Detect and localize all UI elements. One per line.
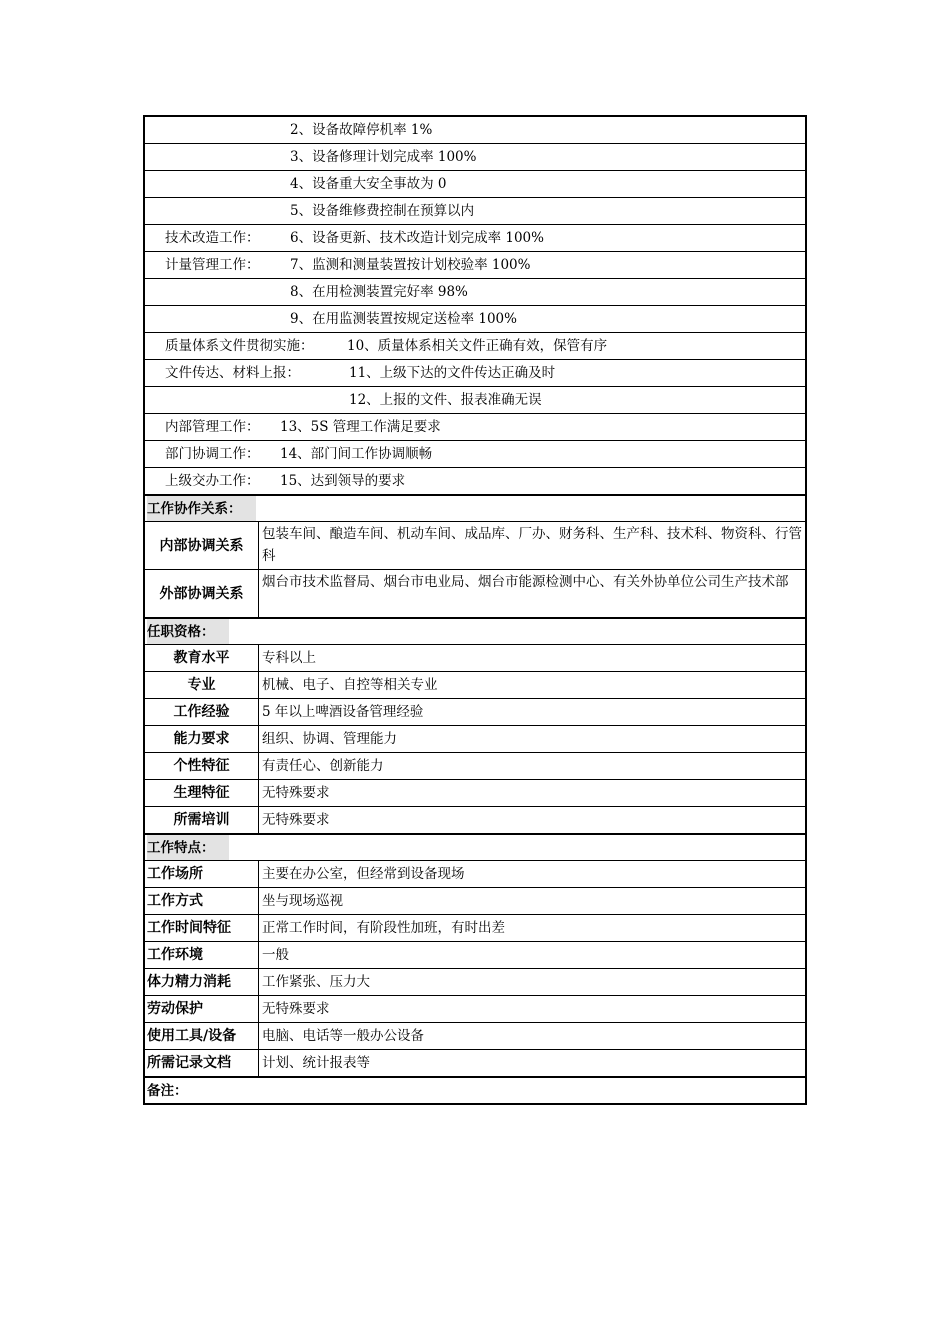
feature-row xyxy=(145,887,805,914)
duty-text: 14、部门间工作协调顺畅 xyxy=(280,446,433,462)
row-value: 计划、统计报表等 xyxy=(262,1055,370,1071)
row-value: 坐与现场巡视 xyxy=(262,893,343,909)
feature-row xyxy=(145,1022,805,1049)
feature-row xyxy=(145,1049,805,1076)
job-description-sheet xyxy=(143,115,807,1105)
row-key: 个性特征 xyxy=(145,753,259,779)
section-header-qualifications: 任职资格： xyxy=(145,617,805,644)
duty-text: 7、监测和测量装置按计划校验率 100% xyxy=(290,257,531,273)
duty-label: 技术改造工作： xyxy=(165,230,260,246)
duty-row xyxy=(145,117,805,143)
section-header-features: 工作特点： xyxy=(145,833,805,860)
duty-label: 上级交办工作： xyxy=(165,473,260,489)
row-value: 包装车间、酿造车间、机动车间、成品库、厂办、财务科、生产科、技术科、物资科、行管科 xyxy=(262,526,802,564)
row-key: 所需培训 xyxy=(145,807,259,833)
row-key: 体力精力消耗 xyxy=(145,969,259,995)
row-value: 一般 xyxy=(262,947,289,963)
duty-text: 8、在用检测装置完好率 98% xyxy=(290,284,468,300)
row-key: 生理特征 xyxy=(145,780,259,806)
feature-row xyxy=(145,914,805,941)
row-value: 5 年以上啤酒设备管理经验 xyxy=(262,704,424,720)
duty-row xyxy=(145,386,805,413)
duty-text: 15、达到领导的要求 xyxy=(280,473,406,489)
feature-row xyxy=(145,995,805,1022)
row-value: 无特殊要求 xyxy=(262,1001,330,1017)
qualification-row xyxy=(145,698,805,725)
duty-row xyxy=(145,467,805,494)
section-header-cooperation: 工作协作关系： xyxy=(145,494,805,521)
row-value: 专科以上 xyxy=(262,650,316,666)
duty-row xyxy=(145,251,805,278)
row-key: 工作时间特征 xyxy=(145,915,259,941)
qualification-row xyxy=(145,725,805,752)
row-key: 工作环境 xyxy=(145,942,259,968)
feature-row xyxy=(145,968,805,995)
duty-row xyxy=(145,359,805,386)
duty-row xyxy=(145,413,805,440)
row-value: 工作紧张、压力大 xyxy=(262,974,370,990)
row-key: 工作经验 xyxy=(145,699,259,725)
duty-row xyxy=(145,305,805,332)
duty-row xyxy=(145,224,805,251)
row-key: 内部协调关系 xyxy=(145,522,259,569)
duty-row xyxy=(145,197,805,224)
row-key: 劳动保护 xyxy=(145,996,259,1022)
duty-row xyxy=(145,440,805,467)
qualification-row xyxy=(145,806,805,833)
row-key: 工作方式 xyxy=(145,888,259,914)
duty-label: 部门协调工作： xyxy=(165,446,260,462)
row-value: 电脑、电话等一般办公设备 xyxy=(262,1028,424,1044)
duty-text: 10、质量体系相关文件正确有效，保管有序 xyxy=(347,338,608,354)
qualification-row xyxy=(145,779,805,806)
row-key: 教育水平 xyxy=(145,645,259,671)
duty-row xyxy=(145,143,805,170)
qualification-row xyxy=(145,752,805,779)
duty-text: 2、设备故障停机率 1% xyxy=(290,122,433,138)
duty-row xyxy=(145,332,805,359)
duty-text: 13、5S 管理工作满足要求 xyxy=(280,419,441,435)
duty-text: 6、设备更新、技术改造计划完成率 100% xyxy=(290,230,544,246)
duty-row xyxy=(145,278,805,305)
row-key: 工作场所 xyxy=(145,861,259,887)
qualification-row xyxy=(145,671,805,698)
duty-row xyxy=(145,170,805,197)
row-value: 机械、电子、自控等相关专业 xyxy=(262,677,438,693)
duty-text: 9、在用监测装置按规定送检率 100% xyxy=(290,311,517,327)
row-value: 组织、协调、管理能力 xyxy=(262,731,397,747)
row-value: 无特殊要求 xyxy=(262,785,330,801)
row-key: 能力要求 xyxy=(145,726,259,752)
row-value: 正常工作时间，有阶段性加班，有时出差 xyxy=(262,920,505,936)
row-key: 外部协调关系 xyxy=(145,570,259,617)
feature-row xyxy=(145,860,805,887)
cooperation-row xyxy=(145,569,805,617)
duty-text: 5、设备维修费控制在预算以内 xyxy=(290,203,475,219)
row-key: 所需记录文档 xyxy=(145,1050,259,1076)
duty-label: 内部管理工作： xyxy=(165,419,260,435)
duty-text: 11、上级下达的文件传达正确及时 xyxy=(349,365,556,381)
qualification-row xyxy=(145,644,805,671)
duty-text: 4、设备重大安全事故为 0 xyxy=(290,176,447,192)
row-value: 有责任心、创新能力 xyxy=(262,758,384,774)
row-key: 使用工具/设备 xyxy=(145,1023,259,1049)
row-value: 烟台市技术监督局、烟台市电业局、烟台市能源检测中心、有关外协单位公司生产技术部 xyxy=(262,574,789,590)
duty-text: 12、上报的文件、报表准确无误 xyxy=(349,392,542,408)
feature-row xyxy=(145,941,805,968)
duty-text: 3、设备修理计划完成率 100% xyxy=(290,149,477,165)
row-key: 专业 xyxy=(145,672,259,698)
duty-label: 质量体系文件贯彻实施： xyxy=(165,338,314,354)
duty-label: 计量管理工作： xyxy=(165,257,260,273)
duty-label: 文件传达、材料上报： xyxy=(165,365,300,381)
section-header-remarks: 备注： xyxy=(145,1076,805,1103)
row-value: 无特殊要求 xyxy=(262,812,330,828)
row-value: 主要在办公室，但经常到设备现场 xyxy=(262,866,465,882)
cooperation-row xyxy=(145,521,805,569)
